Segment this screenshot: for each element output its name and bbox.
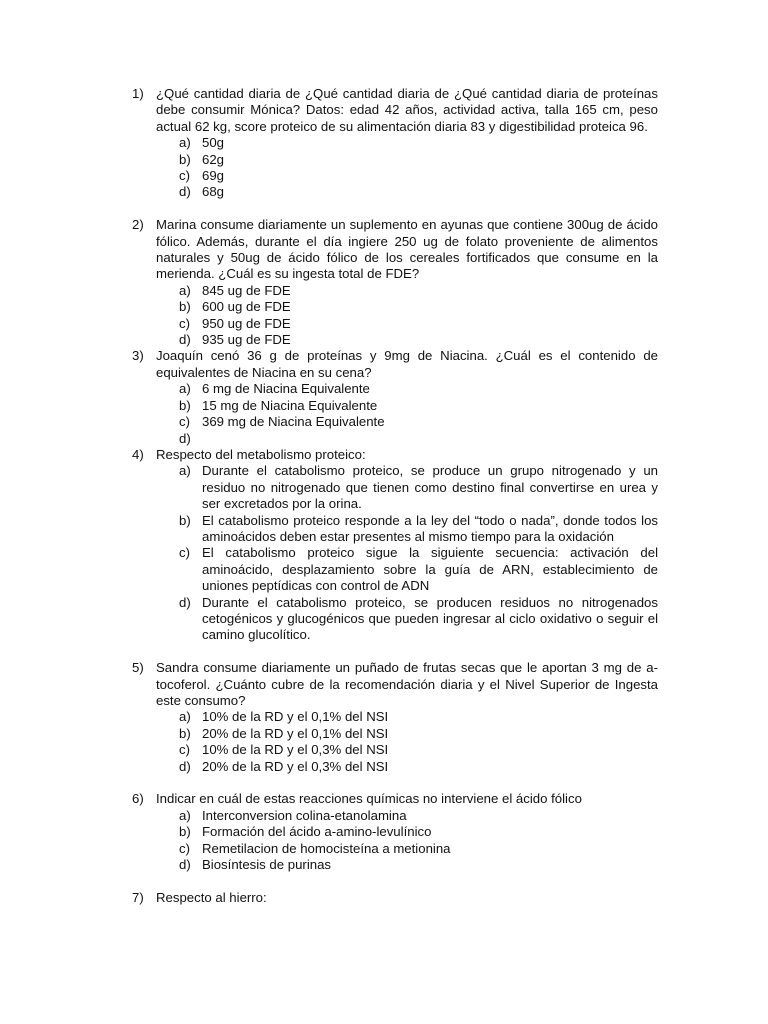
option-text: Durante el catabolismo proteico, se produce un grupo nitrogenado y un residuo no nitrogenado que tienen como destino final convertirse en urea y ser excretados por la orina. [202, 463, 658, 512]
question-number: 2) [132, 217, 144, 233]
option-item [132, 135, 658, 151]
option-letter: b) [179, 151, 191, 167]
option-letter: d) [179, 332, 191, 348]
option-letter: d) [179, 184, 191, 200]
option-item [132, 857, 658, 873]
question-6 [132, 791, 658, 807]
option-text: 6 mg de Niacina Equivalente [202, 381, 370, 397]
question-stem: Indicar en cuál de estas reacciones químicas no interviene el ácido fólico [156, 791, 582, 807]
option-letter: a) [179, 463, 191, 479]
option-text: 369 mg de Niacina Equivalente [202, 414, 385, 430]
question-number: 5) [132, 660, 144, 676]
question-number: 7) [132, 889, 144, 905]
option-item [132, 709, 658, 725]
question-stem: Respecto del metabolismo proteico: [156, 446, 366, 462]
option-item [132, 513, 658, 546]
option-text: 69g [202, 168, 225, 184]
option-item [132, 824, 658, 840]
option-item [132, 463, 658, 512]
option-item [132, 414, 658, 430]
question-stem: Respecto al hierro: [156, 889, 267, 905]
option-text: 15 mg de Niacina Equivalente [202, 397, 378, 413]
option-letter: a) [179, 282, 191, 298]
blank-line [132, 644, 658, 660]
question-stem: Joaquín cenó 36 g de proteínas y 9mg de Niacina. ¿Cuál es el contenido de equivalentes de Niacina en su cena? [156, 348, 658, 380]
option-letter: d) [179, 857, 191, 873]
option-text: Durante el catabolismo proteico, se producen residuos no nitrogenados cetogénicos y glucogénicos que pueden ingresar al ciclo oxidativo o seguir el camino glucolítico. [202, 594, 658, 643]
option-text: 62g [202, 151, 225, 167]
option-item [132, 316, 658, 332]
option-item [132, 398, 658, 414]
option-text: 600 ug de FDE [202, 299, 291, 315]
blank-line [132, 775, 658, 791]
option-item [132, 168, 658, 184]
option-letter: b) [179, 824, 191, 840]
option-text: 20% de la RD y el 0,3% del NSI [202, 758, 389, 774]
option-list [132, 381, 658, 447]
option-letter: d) [179, 430, 191, 446]
option-text: 10% de la RD y el 0,3% del NSI [202, 742, 389, 758]
question-stem: Marina consume diariamente un suplemento en ayunas que contiene 300ug de ácido fólico. Además, durante el día ingiere 250 ug de folato proveniente de alimentos naturales y 50ug de ácido fólico de los cereales fortificados que consume en la merienda. ¿Cuál es su ingesta total de FDE? [156, 217, 658, 282]
option-text: 50g [202, 135, 225, 151]
option-item [132, 381, 658, 397]
option-letter: b) [179, 299, 191, 315]
option-letter: c) [179, 840, 190, 856]
question-3 [132, 348, 658, 381]
question-number: 6) [132, 791, 144, 807]
question-1 [132, 86, 658, 135]
question-stem: Sandra consume diariamente un puñado de frutas secas que le aportan 3 mg de a-tocoferol. ¿Cuánto cubre de la recomendación diaria y el Nivel Superior de Ingesta este consumo? [156, 660, 658, 708]
option-item [132, 431, 658, 447]
option-letter: a) [179, 135, 191, 151]
blank-line [132, 201, 658, 217]
option-item [132, 283, 658, 299]
question-4 [132, 447, 658, 463]
option-text: 845 ug de FDE [202, 282, 291, 298]
option-letter: b) [179, 397, 191, 413]
question-7 [132, 890, 658, 906]
question-5 [132, 660, 658, 709]
option-text: 20% de la RD y el 0,1% del NSI [202, 725, 389, 741]
option-item [132, 726, 658, 742]
question-number: 1) [132, 86, 144, 101]
question-number: 3) [132, 348, 144, 364]
option-item [132, 808, 658, 824]
option-letter: d) [179, 594, 191, 610]
option-letter: d) [179, 758, 191, 774]
question-2 [132, 217, 658, 283]
option-item [132, 759, 658, 775]
option-letter: a) [179, 381, 191, 397]
option-list [132, 709, 658, 775]
option-letter: a) [179, 709, 191, 725]
option-text: El catabolismo proteico responde a la ley del “todo o nada”, donde todos los aminoácidos deben estar presentes al mismo tiempo para la oxidación [202, 512, 658, 544]
option-text: 935 ug de FDE [202, 332, 291, 348]
option-letter: c) [179, 315, 190, 331]
option-text: Biosíntesis de purinas [202, 857, 332, 873]
option-item [132, 545, 658, 594]
option-letter: c) [179, 742, 190, 758]
option-letter: c) [179, 414, 190, 430]
option-text: 950 ug de FDE [202, 315, 291, 331]
option-text: Formación del ácido a-amino-levulínico [202, 824, 432, 840]
option-letter: a) [179, 807, 191, 823]
option-list [132, 463, 658, 643]
blank-line [132, 873, 658, 889]
question-list [132, 86, 658, 906]
option-letter: b) [179, 725, 191, 741]
option-text: Interconversion colina-etanolamina [202, 807, 407, 823]
option-list [132, 283, 658, 349]
option-text: 10% de la RD y el 0,1% del NSI [202, 709, 389, 725]
option-item [132, 332, 658, 348]
option-item [132, 184, 658, 200]
option-item [132, 152, 658, 168]
option-item [132, 299, 658, 315]
option-list [132, 808, 658, 874]
option-item [132, 595, 658, 644]
option-item [132, 841, 658, 857]
option-letter: c) [179, 545, 190, 561]
option-item [132, 742, 658, 758]
option-text: El catabolismo proteico sigue la siguiente secuencia: activación del aminoácido, desplazamiento sobre la guía de ARN, establecimiento de uniones peptídicas con control de ADN [202, 545, 658, 594]
option-text: 68g [202, 184, 225, 200]
option-letter: b) [179, 512, 191, 528]
option-letter: c) [179, 168, 190, 184]
option-text: Remetilacion de homocisteína a metionina [202, 840, 451, 856]
question-stem: ¿Qué cantidad diaria de ¿Qué cantidad diaria de ¿Qué cantidad diaria de proteínas debe consumir Mónica? Datos: edad 42 años, actividad activa, talla 165 cm, peso actual 62 kg, score proteico de su alimentación diaria 83 y digestibilidad proteica 96. [156, 86, 658, 134]
option-list [132, 135, 658, 201]
question-number: 4) [132, 446, 144, 462]
